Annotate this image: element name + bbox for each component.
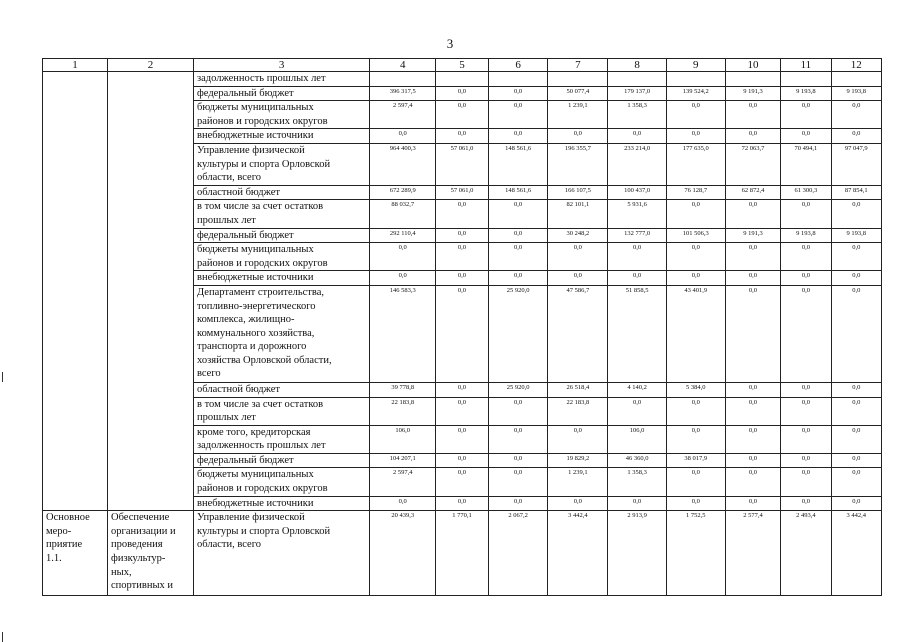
amount-cell-col9: 0,0: [666, 200, 725, 228]
amount-cell-col8: 51 858,5: [608, 285, 667, 382]
cell-text-line: областной бюджет: [197, 383, 280, 395]
amount-cell-col6: 25 920,0: [488, 285, 548, 382]
amount-cell-col6: 0,0: [488, 271, 548, 286]
cell-text-line: области, всего: [197, 539, 261, 551]
funding-source-cell: [194, 143, 370, 185]
cell-text-line: бюджеты муниципальных: [197, 244, 314, 256]
funding-source-cell: [194, 285, 370, 382]
amount-cell-col12: 0,0: [831, 101, 881, 129]
cell-text-line: проведения: [111, 539, 163, 551]
amount-cell-col10: 0,0: [725, 101, 781, 129]
funding-source-cell: [194, 397, 370, 425]
amount-cell-col4: 672 289,9: [370, 185, 436, 200]
amount-cell-col5: 0,0: [436, 453, 488, 468]
amount-cell-col8: 132 777,0: [608, 228, 667, 243]
amount-cell-col4: 396 317,5: [370, 86, 436, 101]
amount-cell-col10: 0,0: [725, 129, 781, 144]
amount-cell-col11: 0,0: [781, 101, 831, 129]
amount-cell-col6: [488, 72, 548, 87]
amount-cell-col5: 0,0: [436, 425, 488, 453]
amount-cell-col8: 2 913,9: [608, 511, 667, 596]
column-number-7: 7: [548, 59, 608, 72]
amount-cell-col7: 0,0: [548, 129, 608, 144]
cell-text-line: федеральный бюджет: [197, 454, 294, 466]
column-number-8: 8: [608, 59, 667, 72]
amount-cell-col12: 0,0: [831, 271, 881, 286]
column-number-12: 12: [831, 59, 881, 72]
amount-cell-col12: 0,0: [831, 425, 881, 453]
amount-cell-col5: 57 061,0: [436, 185, 488, 200]
amount-cell-col4: 88 032,7: [370, 200, 436, 228]
funding-source-cell: [194, 511, 370, 596]
amount-cell-col8: 1 358,3: [608, 468, 667, 496]
cell-text-line: прошлых лет: [197, 214, 256, 226]
cell-text-line: организации и: [111, 525, 176, 537]
amount-cell-col4: 104 207,1: [370, 453, 436, 468]
cell-text-line: федеральный бюджет: [197, 229, 294, 241]
amount-cell-col5: 57 061,0: [436, 143, 488, 185]
funding-source-cell: [194, 129, 370, 144]
amount-cell-col10: 0,0: [725, 243, 781, 271]
amount-cell-col10: 0,0: [725, 425, 781, 453]
amount-cell-col11: [781, 72, 831, 87]
cell-text-line: внебюджетные источники: [197, 272, 314, 284]
amount-cell-col11: 0,0: [781, 468, 831, 496]
amount-cell-col9: 0,0: [666, 101, 725, 129]
column-number-11: 11: [781, 59, 831, 72]
amount-cell-col9: 0,0: [666, 243, 725, 271]
amount-cell-col11: 0,0: [781, 129, 831, 144]
cell-text-line: задолженность прошлых лет: [197, 73, 326, 84]
column-number-2: 2: [108, 59, 194, 72]
funding-source-cell: [194, 86, 370, 101]
amount-cell-col4: 0,0: [370, 243, 436, 271]
amount-cell-col6: 0,0: [488, 453, 548, 468]
cell-text-line: в том числе за счет остатков: [197, 398, 324, 410]
cell-text-line: Управление физической: [197, 144, 305, 156]
cell-text-line: коммунального хозяйства,: [197, 327, 315, 339]
amount-cell-col11: 0,0: [781, 285, 831, 382]
amount-cell-col11: 9 193,8: [781, 86, 831, 101]
amount-cell-col8: 1 358,3: [608, 101, 667, 129]
amount-cell-col4: 20 439,3: [370, 511, 436, 596]
amount-cell-col6: 2 067,2: [488, 511, 548, 596]
amount-cell-col4: 146 583,3: [370, 285, 436, 382]
amount-cell-col4: 2 597,4: [370, 101, 436, 129]
amount-cell-col6: 0,0: [488, 101, 548, 129]
cell-text-line: районов и городских округов: [197, 483, 328, 495]
amount-cell-col4: 0,0: [370, 271, 436, 286]
amount-cell-col4: 2 597,4: [370, 468, 436, 496]
amount-cell-col7: 0,0: [548, 496, 608, 511]
amount-cell-col7: 30 248,2: [548, 228, 608, 243]
amount-cell-col5: 0,0: [436, 101, 488, 129]
amount-cell-col9: 101 506,3: [666, 228, 725, 243]
cell-text-line: районов и городских округов: [197, 257, 328, 269]
amount-cell-col7: 1 239,1: [548, 101, 608, 129]
amount-cell-col6: 148 561,6: [488, 185, 548, 200]
merged-empty-cell-col1: [43, 72, 108, 511]
amount-cell-col9: 43 401,9: [666, 285, 725, 382]
amount-cell-col8: 0,0: [608, 129, 667, 144]
funding-source-cell: [194, 496, 370, 511]
amount-cell-col4: 0,0: [370, 496, 436, 511]
amount-cell-col5: 0,0: [436, 382, 488, 397]
funding-source-cell: [194, 72, 370, 87]
amount-cell-col8: 4 140,2: [608, 382, 667, 397]
amount-cell-col8: 0,0: [608, 271, 667, 286]
amount-cell-col5: 0,0: [436, 243, 488, 271]
amount-cell-col7: [548, 72, 608, 87]
amount-cell-col7: 166 107,5: [548, 185, 608, 200]
amount-cell-col7: 22 183,8: [548, 397, 608, 425]
budget-table: [42, 58, 882, 596]
funding-source-cell: [194, 382, 370, 397]
amount-cell-col12: 0,0: [831, 496, 881, 511]
amount-cell-col6: 25 920,0: [488, 382, 548, 397]
funding-source-cell: [194, 425, 370, 453]
amount-cell-col10: 9 191,3: [725, 228, 781, 243]
cell-text-line: прошлых лет: [197, 412, 256, 424]
amount-cell-col5: 0,0: [436, 271, 488, 286]
amount-cell-col9: 5 384,0: [666, 382, 725, 397]
column-number-6: 6: [488, 59, 548, 72]
cell-text-line: культуры и спорта Орловской: [197, 525, 331, 537]
amount-cell-col8: 106,0: [608, 425, 667, 453]
page-number: 3: [446, 36, 454, 51]
amount-cell-col10: 0,0: [725, 285, 781, 382]
amount-cell-col6: 0,0: [488, 397, 548, 425]
amount-cell-col8: 233 214,0: [608, 143, 667, 185]
cell-text-line: внебюджетные источники: [197, 497, 314, 509]
cell-text-line: Управление физической: [197, 512, 305, 524]
cell-text-line: бюджеты муниципальных: [197, 469, 314, 481]
amount-cell-col11: 0,0: [781, 425, 831, 453]
amount-cell-col7: 0,0: [548, 271, 608, 286]
amount-cell-col5: 0,0: [436, 468, 488, 496]
amount-cell-col12: [831, 72, 881, 87]
cell-text-line: приятие: [46, 539, 83, 551]
amount-cell-col9: 76 128,7: [666, 185, 725, 200]
column-number-10: 10: [725, 59, 781, 72]
cell-text-line: всего: [197, 368, 221, 380]
amount-cell-col6: 0,0: [488, 228, 548, 243]
amount-cell-col5: 0,0: [436, 86, 488, 101]
cell-text-line: физкультур-: [111, 553, 166, 565]
amount-cell-col10: 72 063,7: [725, 143, 781, 185]
amount-cell-col12: 0,0: [831, 200, 881, 228]
amount-cell-col11: 61 300,3: [781, 185, 831, 200]
amount-cell-col9: [666, 72, 725, 87]
amount-cell-col11: 2 493,4: [781, 511, 831, 596]
amount-cell-col6: 0,0: [488, 129, 548, 144]
amount-cell-col10: 0,0: [725, 271, 781, 286]
cell-text-line: области, всего: [197, 172, 261, 184]
amount-cell-col6: 148 561,6: [488, 143, 548, 185]
amount-cell-col8: 0,0: [608, 397, 667, 425]
cell-text-line: спортивных и: [111, 580, 173, 592]
margin-mark: [2, 372, 6, 382]
amount-cell-col9: 0,0: [666, 496, 725, 511]
column-number-5: 5: [436, 59, 488, 72]
amount-cell-col12: 9 193,8: [831, 86, 881, 101]
amount-cell-col4: 964 400,3: [370, 143, 436, 185]
amount-cell-col9: 139 524,2: [666, 86, 725, 101]
amount-cell-col11: 0,0: [781, 382, 831, 397]
amount-cell-col11: 0,0: [781, 397, 831, 425]
amount-cell-col7: 3 442,4: [548, 511, 608, 596]
cell-text-line: транспорта и дорожного: [197, 341, 307, 353]
amount-cell-col8: 5 931,6: [608, 200, 667, 228]
cell-text-line: кроме того, кредиторская: [197, 426, 311, 438]
amount-cell-col10: 0,0: [725, 453, 781, 468]
cell-text-line: культуры и спорта Орловской: [197, 158, 331, 170]
amount-cell-col4: 22 183,8: [370, 397, 436, 425]
amount-cell-col5: 0,0: [436, 496, 488, 511]
amount-cell-col9: 0,0: [666, 129, 725, 144]
amount-cell-col4: 39 778,8: [370, 382, 436, 397]
amount-cell-col5: 0,0: [436, 200, 488, 228]
cell-text-line: в том числе за счет остатков: [197, 201, 324, 213]
cell-text-line: федеральный бюджет: [197, 87, 294, 99]
amount-cell-col8: 0,0: [608, 243, 667, 271]
amount-cell-col5: 0,0: [436, 397, 488, 425]
amount-cell-col9: 38 017,9: [666, 453, 725, 468]
amount-cell-col8: 0,0: [608, 496, 667, 511]
funding-source-cell: [194, 453, 370, 468]
amount-cell-col11: 0,0: [781, 453, 831, 468]
amount-cell-col7: 19 829,2: [548, 453, 608, 468]
activity-name-cell: [108, 511, 194, 596]
funding-source-cell: [194, 243, 370, 271]
amount-cell-col10: 0,0: [725, 382, 781, 397]
margin-mark: [2, 632, 6, 642]
amount-cell-col11: 0,0: [781, 243, 831, 271]
amount-cell-col4: [370, 72, 436, 87]
funding-source-cell: [194, 271, 370, 286]
cell-text-line: областной бюджет: [197, 186, 280, 198]
merged-empty-cell-col2: [108, 72, 194, 511]
amount-cell-col7: 1 239,1: [548, 468, 608, 496]
amount-cell-col12: 0,0: [831, 382, 881, 397]
cell-text-line: комплекса, жилищно-: [197, 314, 295, 326]
amount-cell-col8: 100 437,0: [608, 185, 667, 200]
amount-cell-col6: 0,0: [488, 468, 548, 496]
amount-cell-col4: 106,0: [370, 425, 436, 453]
amount-cell-col12: 0,0: [831, 397, 881, 425]
amount-cell-col12: 3 442,4: [831, 511, 881, 596]
amount-cell-col12: 9 193,8: [831, 228, 881, 243]
amount-cell-col11: 0,0: [781, 271, 831, 286]
cell-text-line: топливно-энергетического: [197, 300, 316, 312]
amount-cell-col12: 0,0: [831, 285, 881, 382]
table-row: [43, 72, 882, 87]
cell-text-line: бюджеты муниципальных: [197, 102, 314, 114]
amount-cell-col4: 0,0: [370, 129, 436, 144]
amount-cell-col5: 0,0: [436, 228, 488, 243]
cell-text-line: задолженность прошлых лет: [197, 440, 326, 452]
amount-cell-col10: [725, 72, 781, 87]
column-number-9: 9: [666, 59, 725, 72]
amount-cell-col8: [608, 72, 667, 87]
amount-cell-col9: 0,0: [666, 271, 725, 286]
amount-cell-col6: 0,0: [488, 496, 548, 511]
funding-source-cell: [194, 228, 370, 243]
amount-cell-col9: 0,0: [666, 425, 725, 453]
amount-cell-col6: 0,0: [488, 425, 548, 453]
funding-source-cell: [194, 185, 370, 200]
amount-cell-col7: 26 518,4: [548, 382, 608, 397]
amount-cell-col5: [436, 72, 488, 87]
cell-text-line: хозяйства Орловской области,: [197, 354, 332, 366]
amount-cell-col9: 0,0: [666, 468, 725, 496]
amount-cell-col12: 0,0: [831, 129, 881, 144]
amount-cell-col12: 0,0: [831, 453, 881, 468]
amount-cell-col8: 179 137,0: [608, 86, 667, 101]
cell-text-line: Обеспечение: [111, 512, 170, 524]
amount-cell-col7: 196 355,7: [548, 143, 608, 185]
amount-cell-col10: 2 577,4: [725, 511, 781, 596]
funding-source-cell: [194, 468, 370, 496]
amount-cell-col10: 62 872,4: [725, 185, 781, 200]
amount-cell-col11: 0,0: [781, 496, 831, 511]
cell-text-line: меро-: [46, 525, 72, 537]
amount-cell-col10: 0,0: [725, 397, 781, 425]
cell-text-line: Департамент строительства,: [197, 286, 324, 298]
amount-cell-col7: 0,0: [548, 243, 608, 271]
amount-cell-col7: 47 586,7: [548, 285, 608, 382]
amount-cell-col10: 0,0: [725, 200, 781, 228]
amount-cell-col5: 1 770,1: [436, 511, 488, 596]
table-row: [43, 511, 882, 596]
cell-text-line: 1.1.: [46, 553, 62, 565]
amount-cell-col12: 0,0: [831, 243, 881, 271]
amount-cell-col7: 0,0: [548, 425, 608, 453]
cell-text-line: районов и городских округов: [197, 115, 328, 127]
amount-cell-col11: 70 494,1: [781, 143, 831, 185]
amount-cell-col8: 46 360,0: [608, 453, 667, 468]
amount-cell-col9: 177 635,0: [666, 143, 725, 185]
amount-cell-col6: 0,0: [488, 86, 548, 101]
amount-cell-col11: 0,0: [781, 200, 831, 228]
amount-cell-col9: 0,0: [666, 397, 725, 425]
amount-cell-col6: 0,0: [488, 200, 548, 228]
column-number-3: 3: [194, 59, 370, 72]
funding-source-cell: [194, 200, 370, 228]
amount-cell-col7: 50 077,4: [548, 86, 608, 101]
amount-cell-col10: 0,0: [725, 468, 781, 496]
cell-text-line: Основное: [46, 512, 90, 524]
funding-source-cell: [194, 101, 370, 129]
amount-cell-col11: 9 193,8: [781, 228, 831, 243]
amount-cell-col5: 0,0: [436, 285, 488, 382]
amount-cell-col12: 87 854,1: [831, 185, 881, 200]
amount-cell-col9: 1 752,5: [666, 511, 725, 596]
amount-cell-col12: 0,0: [831, 468, 881, 496]
header-row: [43, 59, 882, 72]
amount-cell-col12: 97 047,9: [831, 143, 881, 185]
column-number-1: 1: [43, 59, 108, 72]
amount-cell-col5: 0,0: [436, 129, 488, 144]
amount-cell-col7: 82 101,1: [548, 200, 608, 228]
amount-cell-col10: 0,0: [725, 496, 781, 511]
cell-text-line: ных,: [111, 566, 132, 578]
column-number-4: 4: [370, 59, 436, 72]
activity-number-cell: [43, 511, 108, 596]
amount-cell-col4: 292 110,4: [370, 228, 436, 243]
amount-cell-col6: 0,0: [488, 243, 548, 271]
amount-cell-col10: 9 191,3: [725, 86, 781, 101]
cell-text-line: внебюджетные источники: [197, 130, 314, 142]
